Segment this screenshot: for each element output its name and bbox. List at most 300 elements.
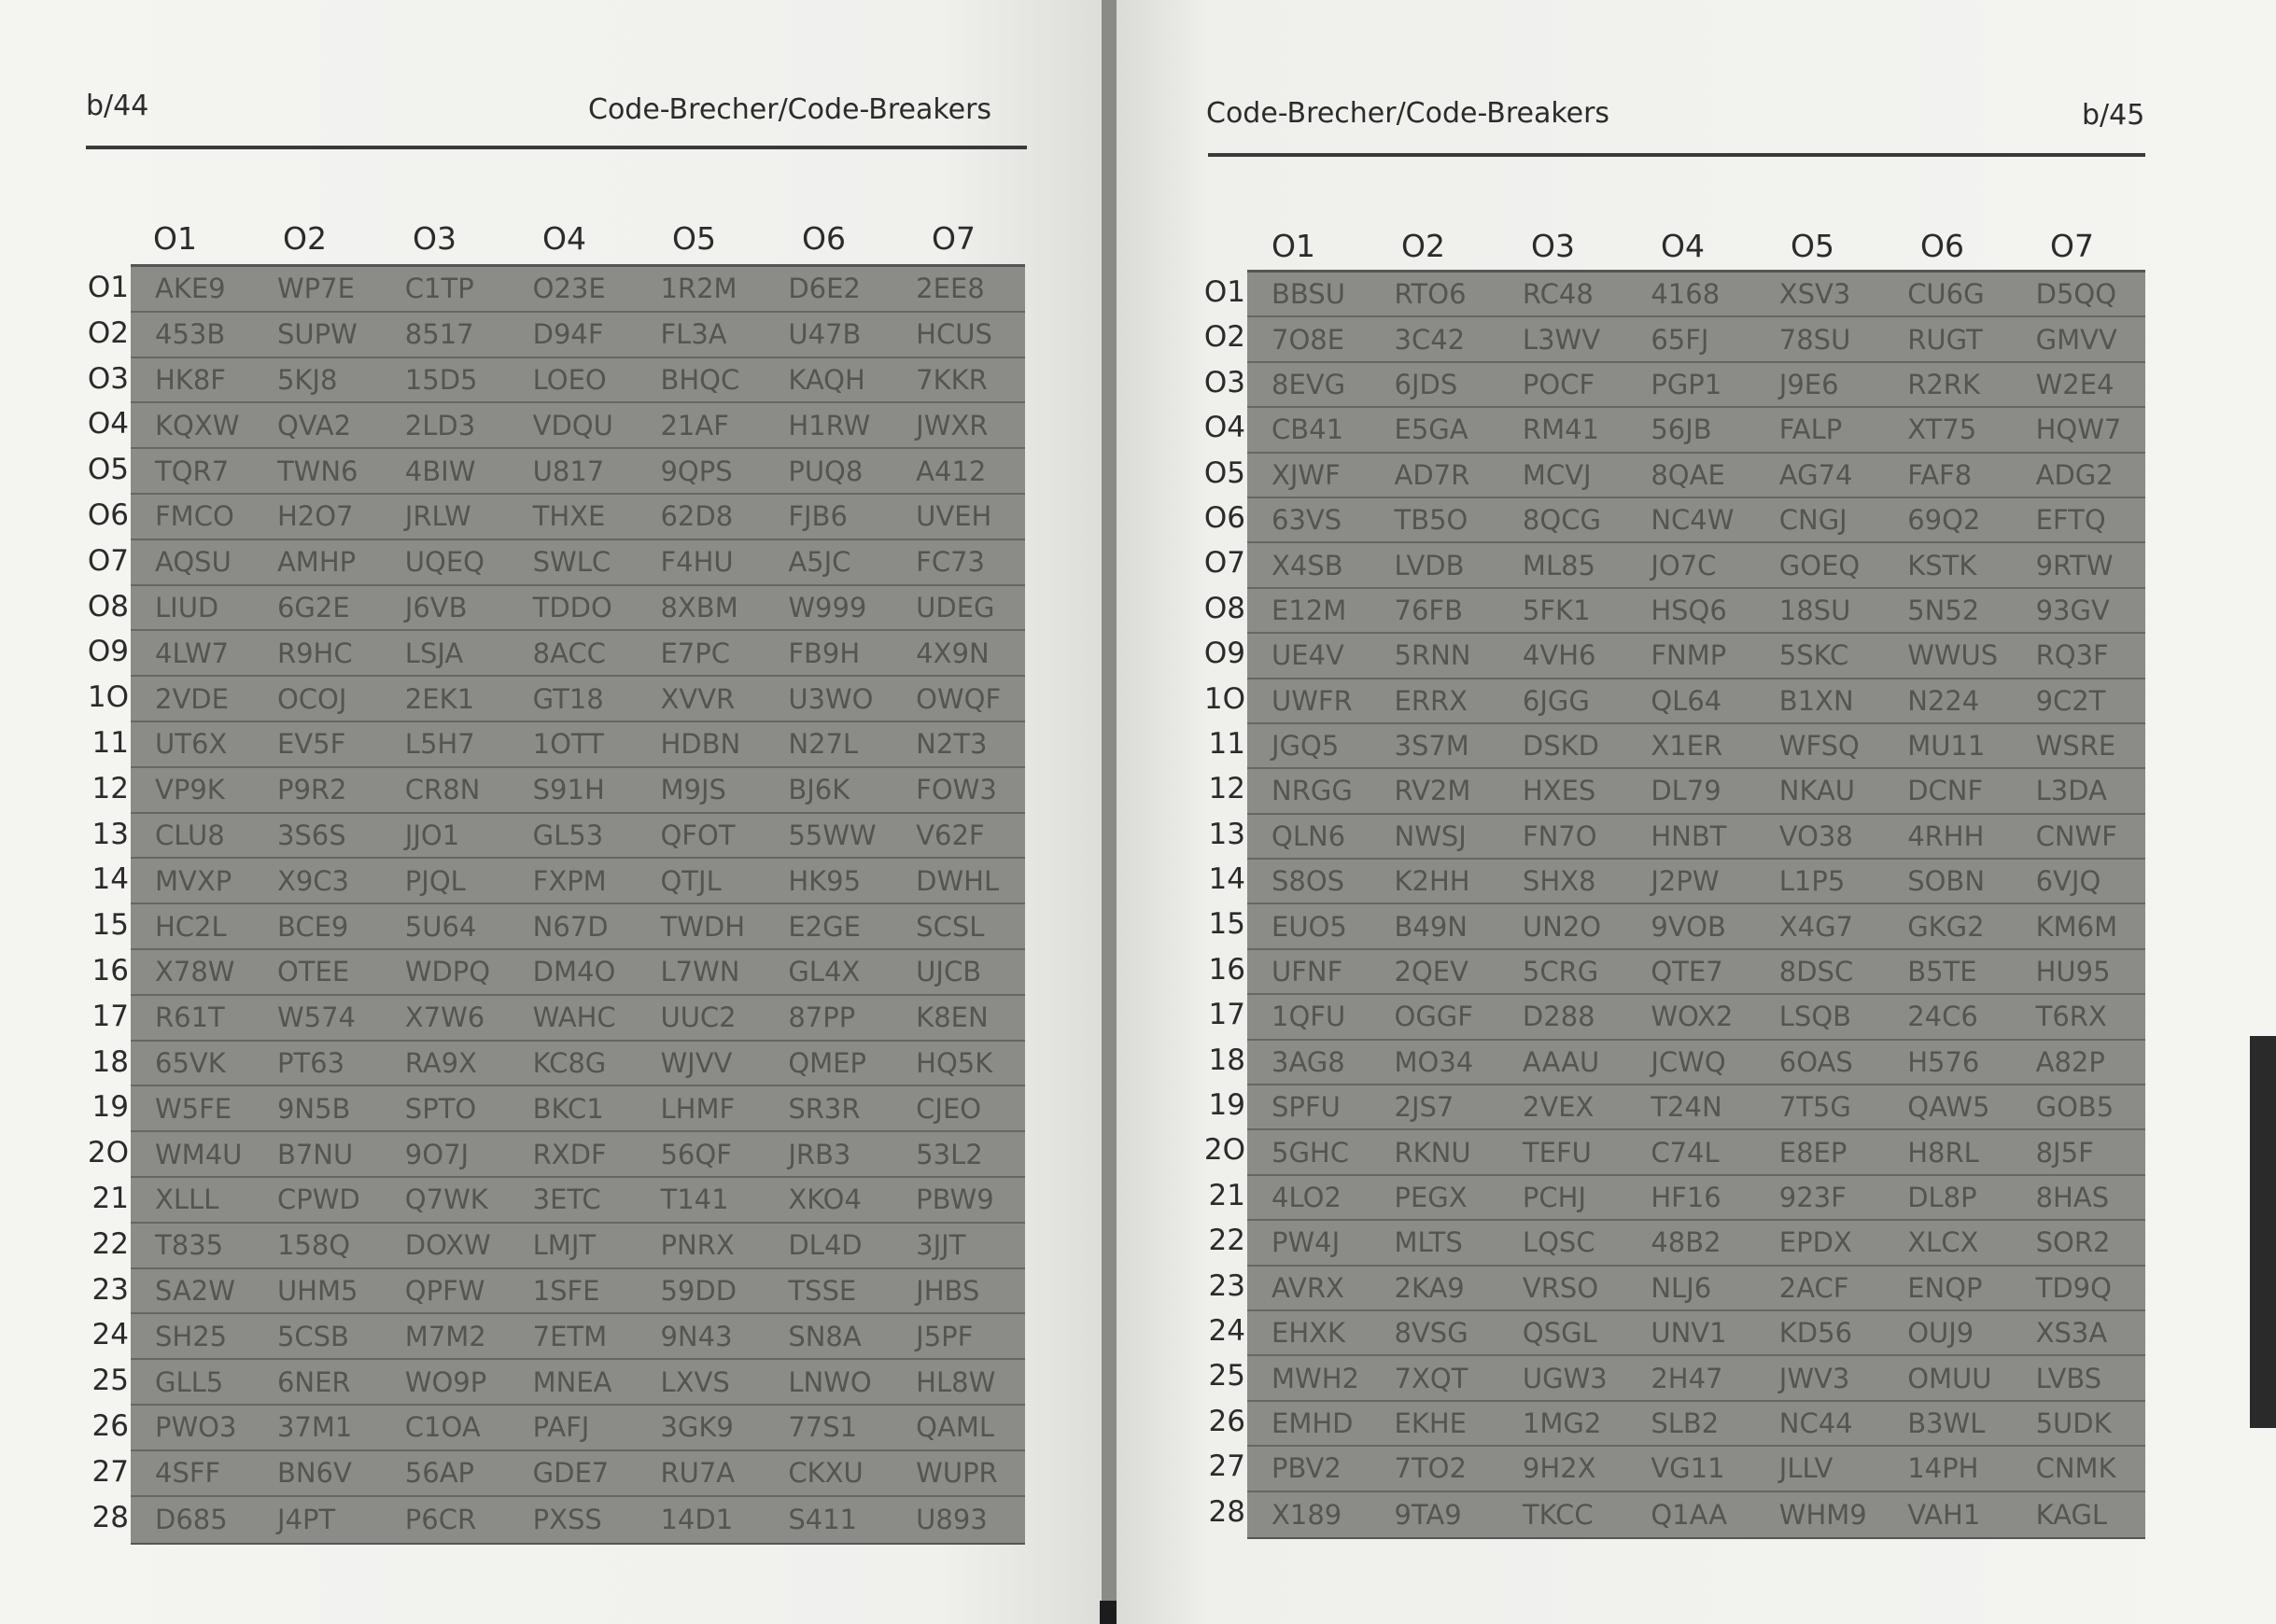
- table-cell: L5H7: [404, 728, 475, 761]
- row-label: O1: [1203, 275, 1245, 309]
- table-cell: DWHL: [916, 864, 1000, 897]
- table-row: [131, 996, 1025, 1042]
- table-cell: BJ6K: [788, 774, 850, 806]
- table-cell: JGQ5: [1271, 730, 1340, 763]
- row-label: 19: [1208, 1088, 1245, 1123]
- table-cell: EV5F: [276, 728, 346, 761]
- table-cell: 3AG8: [1271, 1045, 1345, 1078]
- table-cell: HSQ6: [1651, 594, 1727, 626]
- table-cell: CJEO: [916, 1092, 982, 1125]
- table-cell: SPFU: [1271, 1091, 1341, 1124]
- table-cell: N224: [1907, 684, 1980, 717]
- column-header: O5: [1791, 228, 1834, 264]
- table-cell: CU6G: [1907, 278, 1985, 311]
- table-cell: 59DD: [660, 1274, 738, 1307]
- table-cell: FNMP: [1651, 639, 1727, 672]
- row-label: O5: [87, 453, 129, 487]
- table-cell: SLB2: [1651, 1407, 1720, 1439]
- table-cell: X4SB: [1271, 549, 1343, 581]
- table-cell: FN7O: [1522, 819, 1597, 852]
- table-cell: 93GV: [2035, 594, 2110, 626]
- table-cell: DCNF: [1907, 775, 1984, 807]
- row-label: 2O: [87, 1136, 129, 1170]
- table-row: [1247, 498, 2145, 543]
- code-table: [131, 264, 1025, 1545]
- table-cell: BCE9: [276, 910, 349, 943]
- table-row: [1247, 1176, 2145, 1221]
- table-cell: F4HU: [660, 546, 734, 579]
- table-cell: WUPR: [916, 1457, 998, 1490]
- table-cell: KD56: [1778, 1317, 1853, 1350]
- table-cell: QL64: [1651, 684, 1722, 717]
- table-cell: D685: [155, 1503, 228, 1535]
- table-cell: AG74: [1778, 458, 1853, 491]
- table-cell: HQW7: [2035, 413, 2122, 446]
- table-row: [131, 814, 1025, 860]
- table-cell: FALP: [1778, 413, 1843, 446]
- table-cell: SA2W: [155, 1274, 235, 1307]
- row-label: 18: [91, 1044, 129, 1079]
- table-cell: 5FK1: [1522, 594, 1591, 626]
- table-cell: XLCX: [1907, 1226, 1979, 1259]
- table-cell: XSV3: [1778, 278, 1851, 311]
- table-cell: K2HH: [1394, 865, 1470, 898]
- table-cell: TB5O: [1394, 504, 1468, 537]
- table-cell: 4LO2: [1271, 1182, 1342, 1213]
- table-row: [131, 586, 1025, 632]
- page-header: Code-Brecher/Code-Breakers: [1206, 97, 1610, 130]
- table-cell: 9H2X: [1522, 1452, 1596, 1485]
- table-cell: M7M2: [404, 1320, 486, 1352]
- table-cell: LVBS: [2035, 1362, 2102, 1394]
- table-row: [1247, 815, 2145, 860]
- table-cell: EHXK: [1271, 1317, 1346, 1350]
- table-cell: 2EK1: [404, 682, 475, 715]
- table-cell: XJWF: [1271, 458, 1341, 491]
- table-row: [1247, 860, 2145, 904]
- table-row: [131, 1086, 1025, 1132]
- table-cell: SUPW: [276, 318, 358, 351]
- table-cell: 2EE8: [916, 273, 985, 305]
- row-label: 17: [1208, 998, 1245, 1032]
- table-cell: JO7C: [1651, 549, 1717, 581]
- table-cell: TKCC: [1522, 1498, 1594, 1531]
- table-row: [1247, 1447, 2145, 1491]
- table-cell: OWQF: [916, 682, 1002, 715]
- table-cell: D5QQ: [2035, 278, 2117, 311]
- table-cell: 8517: [404, 318, 474, 351]
- column-header: O7: [932, 220, 976, 257]
- table-cell: K8EN: [916, 1001, 989, 1034]
- table-cell: 9QPS: [660, 455, 733, 487]
- table-cell: UE4V: [1271, 639, 1344, 672]
- table-cell: 4168: [1651, 278, 1721, 311]
- table-cell: JWV3: [1778, 1362, 1850, 1394]
- table-cell: 8ACC: [532, 637, 606, 669]
- table-cell: KSTK: [1907, 549, 1977, 581]
- table-cell: 5N52: [1907, 594, 1980, 626]
- row-label: O2: [87, 315, 129, 350]
- table-cell: DL8P: [1907, 1182, 1977, 1213]
- table-cell: LOEO: [532, 363, 607, 396]
- table-row: [1247, 1492, 2145, 1537]
- table-cell: RV2M: [1394, 775, 1471, 807]
- table-row: [1247, 317, 2145, 362]
- column-header: O3: [1531, 228, 1575, 264]
- table-cell: VDQU: [532, 409, 613, 441]
- table-cell: LVDB: [1394, 549, 1465, 581]
- row-label: 1O: [87, 680, 129, 715]
- table-cell: MVXP: [155, 864, 232, 897]
- table-cell: HK95: [788, 864, 862, 897]
- table-cell: 3S7M: [1394, 730, 1469, 763]
- table-cell: QVA2: [276, 409, 352, 441]
- table-cell: 6NER: [276, 1365, 351, 1398]
- table-cell: 5RNN: [1394, 639, 1471, 672]
- table-cell: NC44: [1778, 1407, 1853, 1439]
- table-row: [1247, 1085, 2145, 1130]
- table-cell: TSSE: [788, 1274, 857, 1307]
- page-number: b/44: [86, 90, 149, 122]
- table-cell: SOBN: [1907, 865, 1986, 898]
- table-cell: SN8A: [788, 1320, 862, 1352]
- table-cell: UWFR: [1271, 684, 1353, 717]
- table-cell: NKAU: [1778, 775, 1856, 807]
- table-cell: 3GK9: [660, 1411, 734, 1444]
- table-cell: 2KA9: [1394, 1271, 1465, 1304]
- table-cell: 7KKR: [916, 363, 988, 396]
- table-cell: 9N5B: [276, 1092, 351, 1125]
- table-cell: QMEP: [788, 1046, 866, 1079]
- table-row: [1247, 1311, 2145, 1356]
- row-label: O8: [87, 589, 129, 623]
- table-cell: 8XBM: [660, 591, 738, 623]
- row-label: 1O: [1203, 681, 1245, 716]
- table-cell: OMUU: [1907, 1362, 1992, 1394]
- table-cell: 6JDS: [1394, 368, 1458, 400]
- table-cell: 8QCG: [1522, 504, 1601, 537]
- table-cell: VG11: [1651, 1452, 1725, 1485]
- table-row: [131, 631, 1025, 677]
- table-cell: 2VDE: [155, 682, 229, 715]
- table-cell: PT63: [276, 1046, 345, 1079]
- table-cell: E8EP: [1778, 1136, 1847, 1169]
- table-cell: 1OTT: [532, 728, 604, 761]
- table-cell: JJO1: [404, 819, 460, 851]
- table-cell: UN2O: [1522, 910, 1602, 943]
- table-cell: 7O8E: [1271, 323, 1345, 356]
- table-cell: RKNU: [1394, 1136, 1471, 1169]
- table-cell: FB9H: [788, 637, 861, 669]
- page-number: b/45: [2082, 99, 2145, 132]
- table-cell: 8DSC: [1778, 956, 1854, 988]
- table-cell: 5U64: [404, 910, 477, 943]
- table-cell: WSRE: [2035, 730, 2116, 763]
- table-cell: 9RTW: [2035, 549, 2114, 581]
- table-cell: JCWQ: [1651, 1045, 1726, 1078]
- table-cell: KC8G: [532, 1046, 607, 1079]
- table-cell: P9R2: [276, 774, 347, 806]
- table-cell: HDBN: [660, 728, 741, 761]
- row-label: 13: [1208, 817, 1245, 851]
- table-cell: 7T5G: [1778, 1091, 1851, 1124]
- table-cell: 8EVG: [1271, 368, 1346, 400]
- row-label: 14: [1208, 862, 1245, 897]
- table-cell: 7XQT: [1394, 1362, 1468, 1394]
- row-label: 28: [91, 1500, 129, 1534]
- row-label: O8: [1203, 591, 1245, 625]
- table-cell: HNBT: [1651, 819, 1727, 852]
- table-cell: SCSL: [916, 910, 985, 943]
- table-cell: E5GA: [1394, 413, 1468, 446]
- row-labels: [75, 265, 129, 1540]
- table-cell: NWSJ: [1394, 819, 1467, 852]
- table-cell: 158Q: [276, 1229, 351, 1262]
- row-label: 12: [1208, 772, 1245, 806]
- table-cell: D94F: [532, 318, 604, 351]
- row-label: O9: [1203, 637, 1245, 671]
- table-cell: CKXU: [788, 1457, 864, 1490]
- table-cell: FOW3: [916, 774, 997, 806]
- table-cell: 5CSB: [276, 1320, 349, 1352]
- table-row: [1247, 273, 2145, 317]
- right-page: [1117, 0, 2276, 1624]
- row-label: 13: [91, 817, 129, 851]
- table-cell: PW4J: [1271, 1226, 1341, 1259]
- table-cell: KM6M: [2035, 910, 2118, 943]
- table-cell: 6OAS: [1778, 1045, 1853, 1078]
- table-cell: RUGT: [1907, 323, 1983, 356]
- table-cell: M9JS: [660, 774, 726, 806]
- table-cell: UVEH: [916, 500, 992, 533]
- table-row: [131, 768, 1025, 814]
- table-row: [131, 1314, 1025, 1360]
- table-cell: DL79: [1651, 775, 1721, 807]
- table-row: [1247, 904, 2145, 949]
- table-cell: S8OS: [1271, 865, 1345, 898]
- table-cell: LXVS: [660, 1365, 730, 1398]
- table-cell: 1QFU: [1271, 1001, 1346, 1033]
- table-cell: RQ3F: [2035, 639, 2109, 672]
- table-cell: X189: [1271, 1498, 1342, 1531]
- table-cell: 3C42: [1394, 323, 1466, 356]
- table-cell: 18SU: [1778, 594, 1851, 626]
- table-cell: UT6X: [155, 728, 228, 761]
- table-cell: WWUS: [1907, 639, 1999, 672]
- table-cell: 4BIW: [404, 455, 476, 487]
- table-cell: UHM5: [276, 1274, 358, 1307]
- row-label: O3: [1203, 365, 1245, 399]
- table-cell: W5FE: [155, 1092, 232, 1125]
- column-header: O4: [542, 220, 586, 257]
- table-cell: MO34: [1394, 1045, 1474, 1078]
- table-row: [1247, 589, 2145, 634]
- table-cell: V62F: [916, 819, 985, 851]
- table-cell: RU7A: [660, 1457, 736, 1490]
- table-cell: 21AF: [660, 409, 729, 441]
- table-cell: U817: [532, 455, 605, 487]
- table-row: [131, 1269, 1025, 1315]
- table-cell: 2VEX: [1522, 1091, 1595, 1124]
- table-row: [131, 540, 1025, 586]
- table-cell: JHBS: [916, 1274, 980, 1307]
- table-cell: OGGF: [1394, 1001, 1473, 1033]
- table-cell: UJCB: [916, 956, 982, 988]
- table-cell: PAFJ: [532, 1411, 590, 1444]
- row-label: 17: [91, 999, 129, 1033]
- row-label: O4: [87, 407, 129, 441]
- table-cell: CNMK: [2035, 1452, 2116, 1485]
- table-cell: EKHE: [1394, 1407, 1467, 1439]
- table-cell: PWO3: [155, 1411, 237, 1444]
- table-cell: QAML: [916, 1411, 995, 1444]
- table-cell: GDE7: [532, 1457, 610, 1490]
- table-cell: 8J5F: [2035, 1136, 2094, 1169]
- table-cell: J2PW: [1651, 865, 1720, 898]
- table-cell: SH25: [155, 1320, 228, 1352]
- row-label: O6: [87, 497, 129, 532]
- table-cell: 1R2M: [660, 273, 738, 305]
- table-cell: MNEA: [532, 1365, 612, 1398]
- row-label: 18: [1208, 1043, 1245, 1077]
- table-row: [1247, 1356, 2145, 1401]
- table-cell: 2QEV: [1394, 956, 1468, 988]
- table-cell: 3S6S: [276, 819, 346, 851]
- table-row: [1247, 724, 2145, 769]
- table-cell: EPDX: [1778, 1226, 1852, 1259]
- table-cell: 56QF: [660, 1138, 732, 1170]
- table-cell: JRB3: [788, 1138, 851, 1170]
- table-row: [131, 313, 1025, 358]
- table-cell: AQSU: [155, 546, 232, 579]
- table-cell: H576: [1907, 1045, 1980, 1078]
- table-row: [131, 1178, 1025, 1224]
- table-cell: 53L2: [916, 1138, 983, 1170]
- table-cell: 15D5: [404, 363, 478, 396]
- table-cell: SHX8: [1522, 865, 1596, 898]
- table-cell: FJB6: [788, 500, 848, 533]
- table-cell: H2O7: [276, 500, 354, 533]
- table-cell: E7PC: [660, 637, 730, 669]
- table-row: [1247, 1221, 2145, 1266]
- table-cell: BBSU: [1271, 278, 1345, 311]
- table-cell: 87PP: [788, 1001, 856, 1034]
- table-cell: J4PT: [276, 1503, 336, 1535]
- table-cell: LIUD: [155, 591, 219, 623]
- table-cell: OTEE: [276, 956, 350, 988]
- table-cell: RTO6: [1394, 278, 1467, 311]
- table-cell: T24N: [1651, 1091, 1722, 1124]
- table-row: [131, 677, 1025, 722]
- table-cell: 2JS7: [1394, 1091, 1454, 1124]
- table-cell: OCOJ: [276, 682, 347, 715]
- table-cell: X7W6: [404, 1001, 485, 1034]
- column-header: O6: [802, 220, 846, 257]
- header-rule: [1208, 153, 2145, 157]
- table-cell: B49N: [1394, 910, 1468, 943]
- table-row: [131, 1406, 1025, 1451]
- row-label: 24: [91, 1318, 129, 1352]
- table-cell: HK8F: [155, 363, 226, 396]
- table-cell: 78SU: [1778, 323, 1851, 356]
- table-cell: WJVV: [660, 1046, 733, 1079]
- table-cell: 69Q2: [1907, 504, 1981, 537]
- row-label: 15: [1208, 907, 1245, 942]
- column-header: O6: [1920, 228, 1964, 264]
- table-cell: DOXW: [404, 1229, 491, 1262]
- table-cell: WDPQ: [404, 956, 491, 988]
- table-cell: LMJT: [532, 1229, 597, 1262]
- table-cell: 24C6: [1907, 1001, 1978, 1033]
- table-cell: LQSC: [1522, 1226, 1595, 1259]
- table-cell: 56JB: [1651, 413, 1712, 446]
- row-label: 15: [91, 908, 129, 943]
- table-cell: 4X9N: [916, 637, 990, 669]
- table-cell: GMVV: [2035, 323, 2117, 356]
- table-cell: HXES: [1522, 775, 1596, 807]
- table-cell: X4G7: [1778, 910, 1854, 943]
- table-cell: UFNF: [1271, 956, 1343, 988]
- table-cell: Q7WK: [404, 1183, 488, 1216]
- table-row: [1247, 634, 2145, 679]
- column-headers: [153, 220, 1061, 257]
- table-cell: AKE9: [155, 273, 226, 305]
- table-cell: R2RK: [1907, 368, 1980, 400]
- table-cell: PJQL: [404, 864, 466, 897]
- table-cell: L7WN: [660, 956, 740, 988]
- table-cell: 5UDK: [2035, 1407, 2112, 1439]
- column-headers: [1271, 228, 2180, 264]
- table-cell: RXDF: [532, 1138, 607, 1170]
- table-cell: CR8N: [404, 774, 481, 806]
- table-cell: EUO5: [1271, 910, 1347, 943]
- table-cell: 62D8: [660, 500, 734, 533]
- table-cell: 5GHC: [1271, 1136, 1349, 1169]
- table-cell: UNV1: [1651, 1317, 1727, 1350]
- table-cell: 4LW7: [155, 637, 230, 669]
- table-cell: GL4X: [788, 956, 861, 988]
- table-cell: CB41: [1271, 413, 1344, 446]
- column-header: O1: [153, 220, 197, 257]
- table-row: [131, 904, 1025, 950]
- table-cell: GT18: [532, 682, 604, 715]
- table-cell: D6E2: [788, 273, 861, 305]
- table-cell: 6G2E: [276, 591, 350, 623]
- table-cell: WAHC: [532, 1001, 616, 1034]
- table-row: [131, 722, 1025, 768]
- column-header: O3: [413, 220, 457, 257]
- column-header: O7: [2050, 228, 2094, 264]
- table-cell: HF16: [1651, 1182, 1721, 1213]
- table-row: [131, 403, 1025, 449]
- table-cell: VRSO: [1522, 1271, 1599, 1304]
- table-cell: CPWD: [276, 1183, 360, 1216]
- table-cell: CNGJ: [1778, 504, 1847, 537]
- table-cell: MWH2: [1271, 1362, 1359, 1394]
- table-cell: FMCO: [155, 500, 234, 533]
- table-cell: CLU8: [155, 819, 225, 851]
- code-table: [1247, 270, 2145, 1539]
- row-label: O5: [1203, 455, 1245, 490]
- table-cell: 65FJ: [1651, 323, 1709, 356]
- table-row: [1247, 950, 2145, 995]
- table-cell: A82P: [2035, 1045, 2105, 1078]
- table-row: [1247, 363, 2145, 408]
- row-label: 21: [91, 1181, 129, 1215]
- table-cell: VP9K: [155, 774, 225, 806]
- table-cell: B5TE: [1907, 956, 1977, 988]
- table-cell: NC4W: [1651, 504, 1735, 537]
